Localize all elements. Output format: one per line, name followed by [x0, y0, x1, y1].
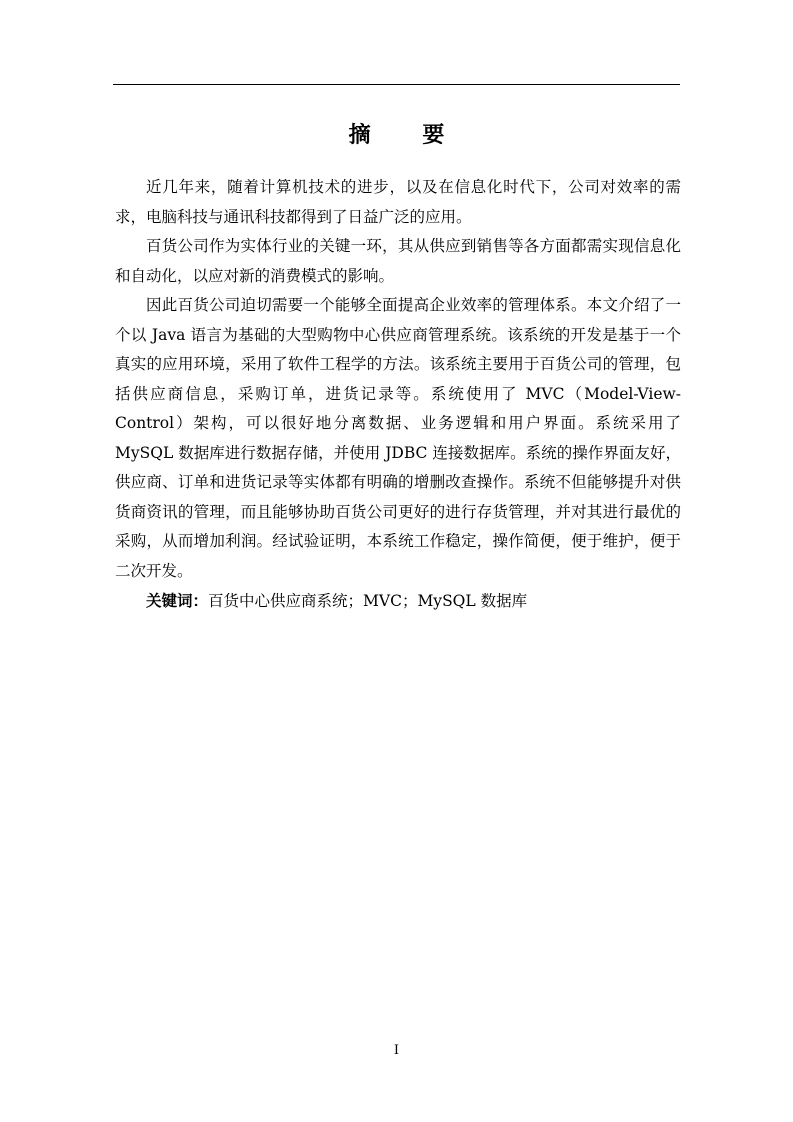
abstract-body [115, 173, 681, 617]
abstract-paragraph-3: 因此百货公司迫切需要一个能够全面提高企业效率的管理体系。本文介绍了一个以 Java 语言为基础的大型购物中心供应商管理系统。该系统的开发是基于一个真实的应用环境，采用了软件工程学的方法。该系统主要用于百货公司的管理，包括供应商信息，采购订单，进货记录等。系统使用了 MVC（Model-View-Control）架构，可以很好地分离数据、业务逻辑和用户界面。系统采用了 MySQL 数据库进行数据存储，并使用 JDBC 连接数据库。系统的操作界面友好，供应商、订单和进货记录等实体都有明确的增删改查操作。系统不但能够提升对供货商资讯的管理，而且能够协助百货公司更好的进行存货管理，并对其进行最优的采购，从而增加利润。经试验证明，本系统工作稳定，操作简便，便于维护，便于二次开发。 [115, 296, 681, 580]
abstract-paragraph-2: 百货公司作为实体行业的关键一环，其从供应到销售等各方面都需实现信息化和自动化，以应对新的消费模式的影响。 [115, 237, 681, 285]
keywords-label: 关键词： [146, 591, 209, 610]
keywords-line [115, 586, 681, 617]
page-number: I [393, 1043, 400, 1058]
keywords-value: 百货中心供应商系统；MVC；MySQL 数据库 [208, 592, 528, 610]
page-title: 摘 要 [348, 122, 467, 148]
header-rule [113, 84, 680, 85]
abstract-paragraph-1: 近几年来，随着计算机技术的进步，以及在信息化时代下，公司对效率的需求，电脑科技与通讯科技都得到了日益广泛的应用。 [115, 178, 681, 226]
